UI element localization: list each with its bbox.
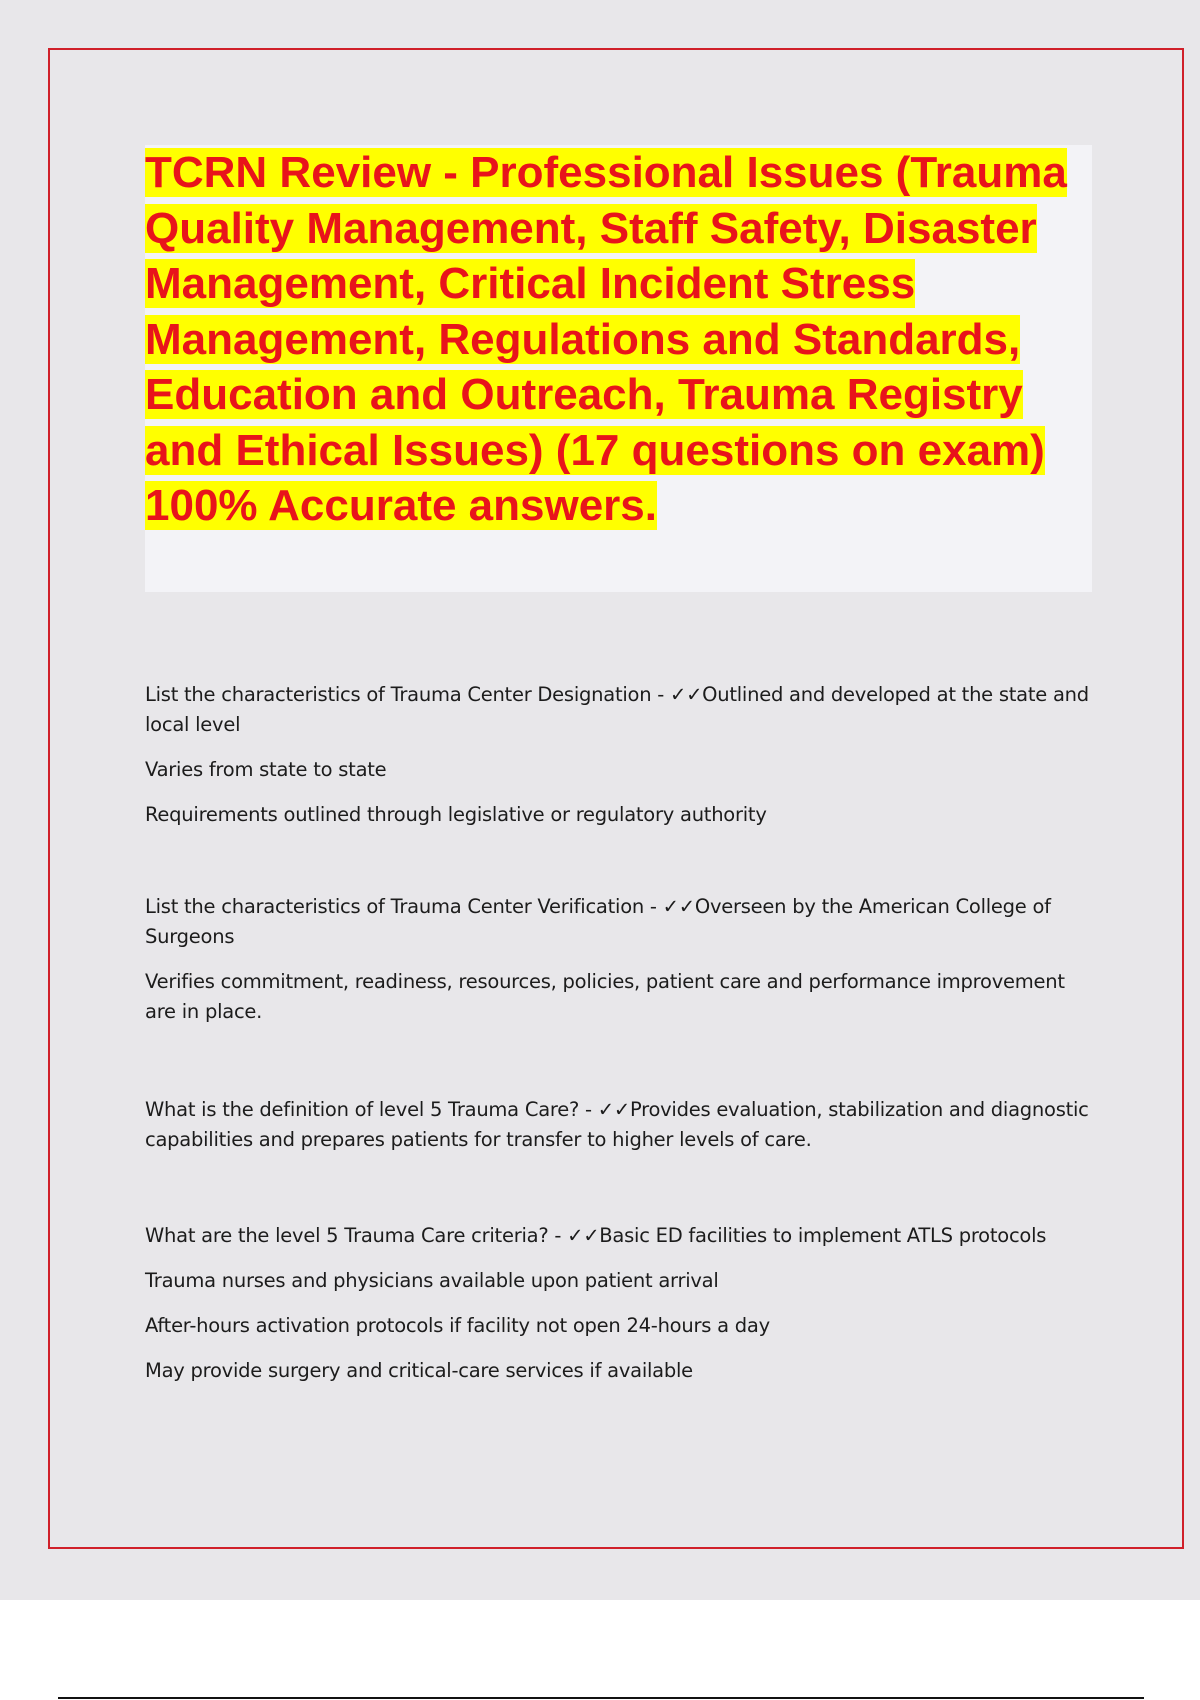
qa-answer-line: After-hours activation protocols if facility not open 24-hours a day — [145, 1314, 770, 1337]
document-title — [145, 145, 1075, 534]
qa-question: List the characteristics of Trauma Center Designation - ✓✓Outlined and developed at the state and local level — [145, 683, 1089, 736]
qa-answer-line: Requirements outlined through legislative or regulatory authority — [145, 803, 767, 826]
qa-list — [145, 680, 1095, 1401]
qa-item — [145, 680, 1095, 830]
qa-answer-line: Verifies commitment, readiness, resources, policies, patient care and performance improvement are in place. — [145, 970, 1065, 1023]
qa-item — [145, 1221, 1095, 1386]
qa-item — [145, 892, 1095, 1027]
qa-question: What is the definition of level 5 Trauma Care? - ✓✓Provides evaluation, stabilization and diagnostic capabilities and prepares patients for transfer to higher levels of care. — [145, 1098, 1089, 1151]
qa-answer-line: May provide surgery and critical-care services if available — [145, 1359, 693, 1382]
document-title-text: TCRN Review - Professional Issues (Trauma Quality Management, Staff Safety, Disaster Management, Critical Incident Stress Management, Regulations and Standards, Education and Outreach, Trauma Registry and Ethical Issues) (17 questions on exam) 100% Accurate answers. — [145, 148, 1067, 530]
qa-answer-line: Trauma nurses and physicians available upon patient arrival — [145, 1269, 719, 1292]
qa-item — [145, 1095, 1095, 1155]
qa-question: What are the level 5 Trauma Care criteria? - ✓✓Basic ED facilities to implement ATLS protocols — [145, 1224, 1047, 1247]
qa-answer-line: Varies from state to state — [145, 758, 387, 781]
qa-question: List the characteristics of Trauma Center Verification - ✓✓Overseen by the American College of Surgeons — [145, 895, 1051, 948]
footer-divider — [58, 1697, 1144, 1699]
